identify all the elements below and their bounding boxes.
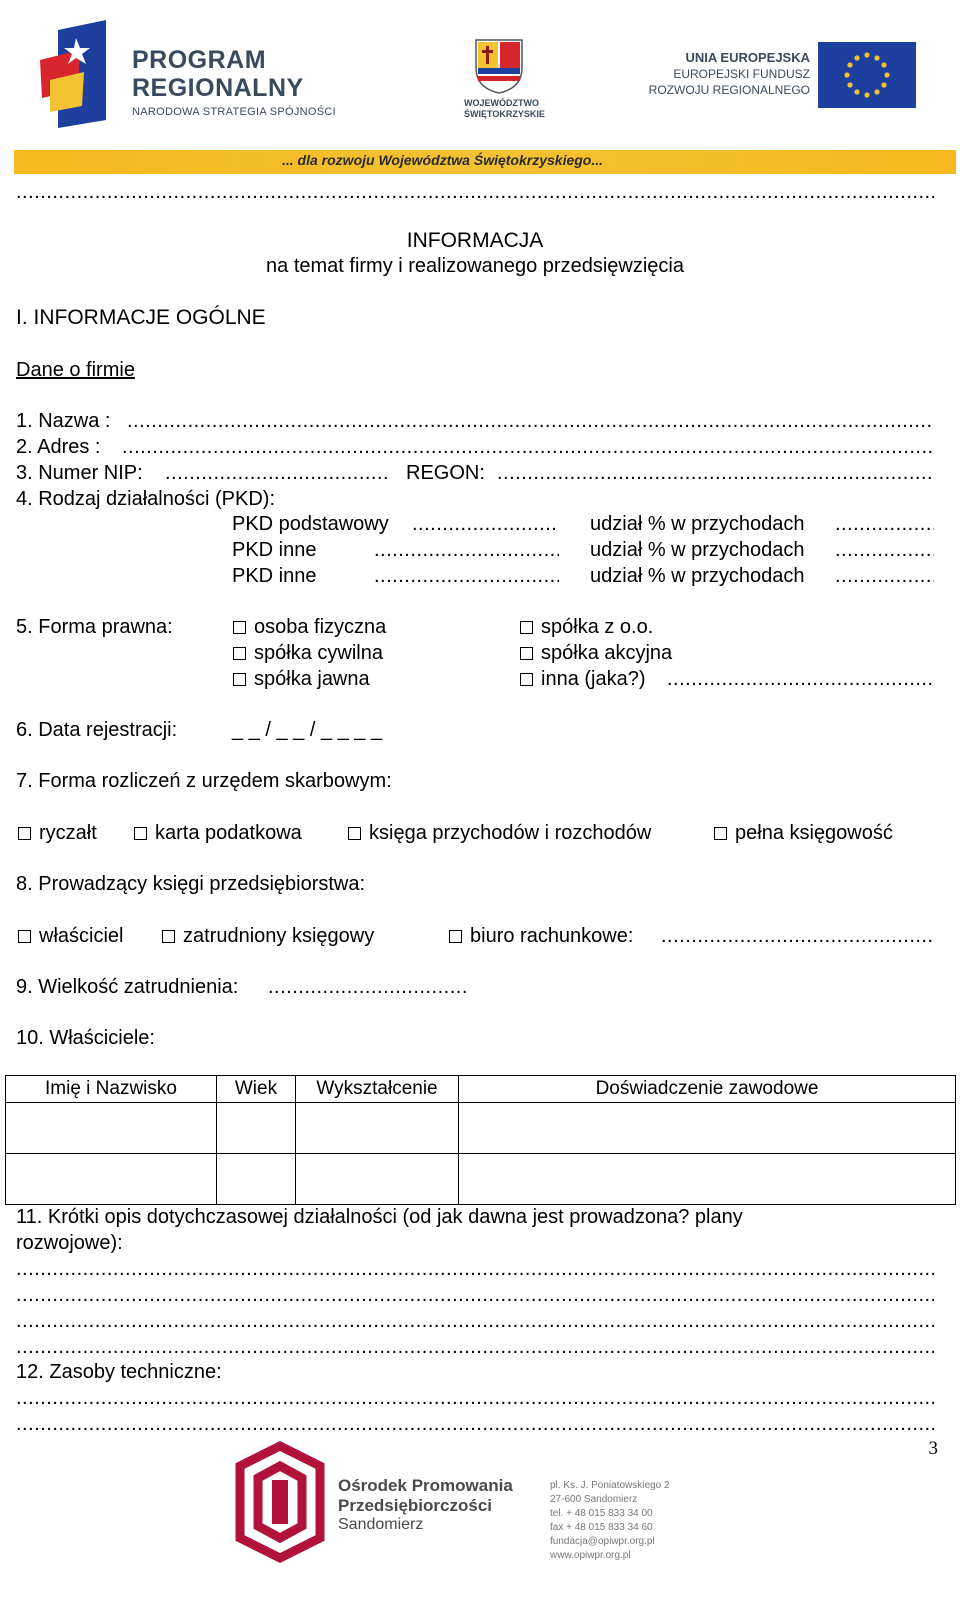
header-banner [14, 150, 956, 174]
pkd-main-label: PKD podstawowy [232, 513, 389, 535]
tax-option-label: księga przychodów i rozchodów [369, 822, 652, 844]
revenue-share-field-1[interactable] [835, 512, 934, 536]
eu-line-1: UNIA EUROPEJSKA [685, 50, 810, 65]
name-field[interactable] [127, 409, 934, 433]
legal-option-llc[interactable] [520, 615, 653, 639]
eu-flag-icon [818, 42, 916, 108]
column-header-education: Wykształcenie [296, 1076, 459, 1103]
document-title: INFORMACJA [406, 229, 544, 252]
pkd-other-field-1[interactable] [374, 538, 559, 562]
revenue-share-field-3[interactable] [835, 564, 934, 588]
org-name-1: Ośrodek Promowania [338, 1476, 513, 1495]
pkd-label: 4. Rodzaj działalności (PKD): [16, 488, 275, 510]
owners-label: 10. Właściciele: [16, 1027, 155, 1049]
checkbox-icon[interactable] [233, 673, 246, 686]
table-row [6, 1103, 956, 1154]
nip-label: 3. Numer NIP: [16, 462, 143, 484]
eu-logo [640, 42, 920, 112]
bookkeeper-option-employed[interactable] [162, 924, 374, 948]
region-name-1: WOJEWÓDZTWO [464, 98, 539, 108]
opp-emblem-icon [232, 1440, 328, 1564]
regon-field[interactable] [497, 461, 934, 485]
checkbox-icon[interactable] [162, 930, 175, 943]
checkbox-icon[interactable] [18, 930, 31, 943]
tax-option-tax-card[interactable] [134, 821, 302, 845]
description-line-1[interactable] [16, 1257, 934, 1281]
technical-line-2[interactable] [16, 1412, 934, 1436]
bookkeeper-option-label: zatrudniony księgowy [183, 925, 375, 947]
table-cell[interactable] [459, 1103, 956, 1154]
table-cell[interactable] [6, 1154, 217, 1205]
column-header-name: Imię i Nazwisko [6, 1076, 217, 1103]
eu-line-3: ROZWOJU REGIONALNEGO [648, 83, 810, 97]
legal-option-label: spółka akcyjna [541, 642, 673, 664]
tax-form-label: 7. Forma rozliczeń z urzędem skarbowym: [16, 770, 392, 792]
bookkeeper-option-label: właściciel [39, 925, 124, 947]
table-header-row [6, 1076, 956, 1103]
legal-option-other[interactable] [520, 667, 646, 691]
page-number: 3 [928, 1438, 938, 1459]
website-link[interactable]: www.opiwpr.org.pl [550, 1550, 631, 1561]
tax-option-label: pełna księgowość [735, 822, 893, 844]
email-link[interactable]: fundacja@opiwpr.org.pl [550, 1536, 655, 1547]
bookkeeper-option-label: biuro rachunkowe: [470, 925, 634, 947]
checkbox-icon[interactable] [520, 647, 533, 660]
tax-option-full-accounting[interactable] [714, 821, 893, 845]
wojewodztwo-logo [460, 38, 545, 128]
legal-other-field[interactable] [667, 667, 934, 691]
region-name-2: ŚWIĘTOKRZYSKIE [464, 109, 545, 119]
technical-line-1[interactable] [16, 1386, 934, 1410]
table-cell[interactable] [459, 1154, 956, 1205]
legal-option-joint-stock[interactable] [520, 641, 672, 665]
name-label: 1. Nazwa : [16, 410, 111, 432]
checkbox-icon[interactable] [233, 621, 246, 634]
legal-option-label: spółka jawna [254, 668, 370, 690]
table-cell[interactable] [296, 1103, 459, 1154]
checkbox-icon[interactable] [449, 930, 462, 943]
coat-of-arms-icon [474, 38, 524, 94]
description-line-2[interactable] [16, 1283, 934, 1307]
bookkeeper-option-office[interactable] [449, 924, 633, 948]
org-name-2: Przedsiębiorczości [338, 1496, 493, 1515]
checkbox-icon[interactable] [520, 673, 533, 686]
legal-option-general-partnership[interactable] [233, 667, 370, 691]
nip-field[interactable] [165, 461, 391, 485]
legal-option-natural-person[interactable] [233, 615, 386, 639]
checkbox-icon[interactable] [348, 827, 361, 840]
registration-date-label: 6. Data rejestracji: [16, 719, 178, 741]
checkbox-icon[interactable] [134, 827, 147, 840]
checkbox-icon[interactable] [18, 827, 31, 840]
tax-option-label: karta podatkowa [155, 822, 302, 844]
address-field[interactable] [122, 435, 934, 459]
table-cell[interactable] [296, 1154, 459, 1205]
top-dotted-line [16, 180, 934, 204]
table-cell[interactable] [217, 1154, 296, 1205]
pkd-other-label-2: PKD inne [232, 565, 317, 587]
opp-logo [232, 1440, 792, 1600]
program-title-2: REGIONALNY [132, 74, 304, 102]
company-data-heading: Dane o firmie [16, 359, 135, 381]
description-line-3[interactable] [16, 1309, 934, 1333]
table-cell[interactable] [217, 1103, 296, 1154]
address-line-1: pl. Ks. J. Poniatowskiego 2 [550, 1480, 670, 1491]
section-heading: I. INFORMACJE OGÓLNE [16, 306, 266, 329]
program-title-1: PROGRAM [132, 46, 267, 74]
bookkeeper-option-owner[interactable] [18, 924, 123, 948]
legal-form-label: 5. Forma prawna: [16, 616, 173, 638]
legal-option-civil-partnership[interactable] [233, 641, 383, 665]
checkbox-icon[interactable] [233, 647, 246, 660]
legal-option-label: spółka cywilna [254, 642, 383, 664]
address-line-3: tel. + 48 015 833 34 00 [550, 1508, 653, 1519]
tax-option-lump-sum[interactable] [18, 821, 97, 845]
bookkeeper-office-field[interactable] [661, 924, 934, 948]
column-header-experience: Doświadczenie zawodowe [459, 1076, 956, 1103]
address-line-2: 27-600 Sandomierz [550, 1494, 638, 1505]
owners-table [5, 1075, 956, 1205]
column-header-age: Wiek [217, 1076, 296, 1103]
technical-label: 12. Zasoby techniczne: [16, 1361, 222, 1383]
address-label: 2. Adres : [16, 436, 101, 458]
description-label-line-1: 11. Krótki opis dotychczasowej działalności (od jak dawna jest prowadzona? plany [16, 1206, 743, 1228]
checkbox-icon[interactable] [714, 827, 727, 840]
eu-line-2: EUROPEJSKI FUNDUSZ [673, 67, 810, 81]
legal-option-label: osoba fizyczna [254, 616, 387, 638]
tax-option-label: ryczałt [39, 822, 97, 844]
revenue-share-label-3: udział % w przychodach [590, 565, 805, 587]
employment-label: 9. Wielkość zatrudnienia: [16, 976, 239, 998]
org-name-3: Sandomierz [338, 1516, 424, 1533]
pkd-other-label-1: PKD inne [232, 539, 317, 561]
legal-option-label: spółka z o.o. [541, 616, 654, 638]
tax-option-revenue-book[interactable] [348, 821, 651, 845]
revenue-share-label-2: udział % w przychodach [590, 539, 805, 561]
revenue-share-label-1: udział % w przychodach [590, 513, 805, 535]
pkd-main-field[interactable] [412, 512, 559, 536]
pkd-other-field-2[interactable] [374, 564, 559, 588]
address-line-4: fax + 48 015 833 34 60 [550, 1522, 653, 1533]
description-line-4[interactable] [16, 1335, 934, 1359]
banner-text: ... dla rozwoju Województwa Świętokrzyskiego... [282, 152, 604, 168]
program-subtitle: NARODOWA STRATEGIA SPÓJNOŚCI [132, 106, 336, 118]
program-regionalny-logo [40, 20, 370, 130]
revenue-share-field-2[interactable] [835, 538, 934, 562]
checkbox-icon[interactable] [520, 621, 533, 634]
registration-date-field[interactable]: _ _ / _ _ / _ _ _ _ [232, 719, 383, 741]
table-row [6, 1154, 956, 1205]
document-subtitle: na temat firmy i realizowanego przedsięwzięcia [266, 255, 684, 277]
table-cell[interactable] [6, 1103, 217, 1154]
description-label-line-2: rozwojowe): [16, 1232, 123, 1254]
employment-field[interactable] [268, 975, 468, 999]
regon-label: REGON: [406, 462, 485, 484]
bookkeeper-label: 8. Prowadzący księgi przedsiębiorstwa: [16, 873, 366, 895]
program-logo-icon [40, 20, 112, 128]
legal-option-label: inna (jaka?) [541, 668, 646, 690]
